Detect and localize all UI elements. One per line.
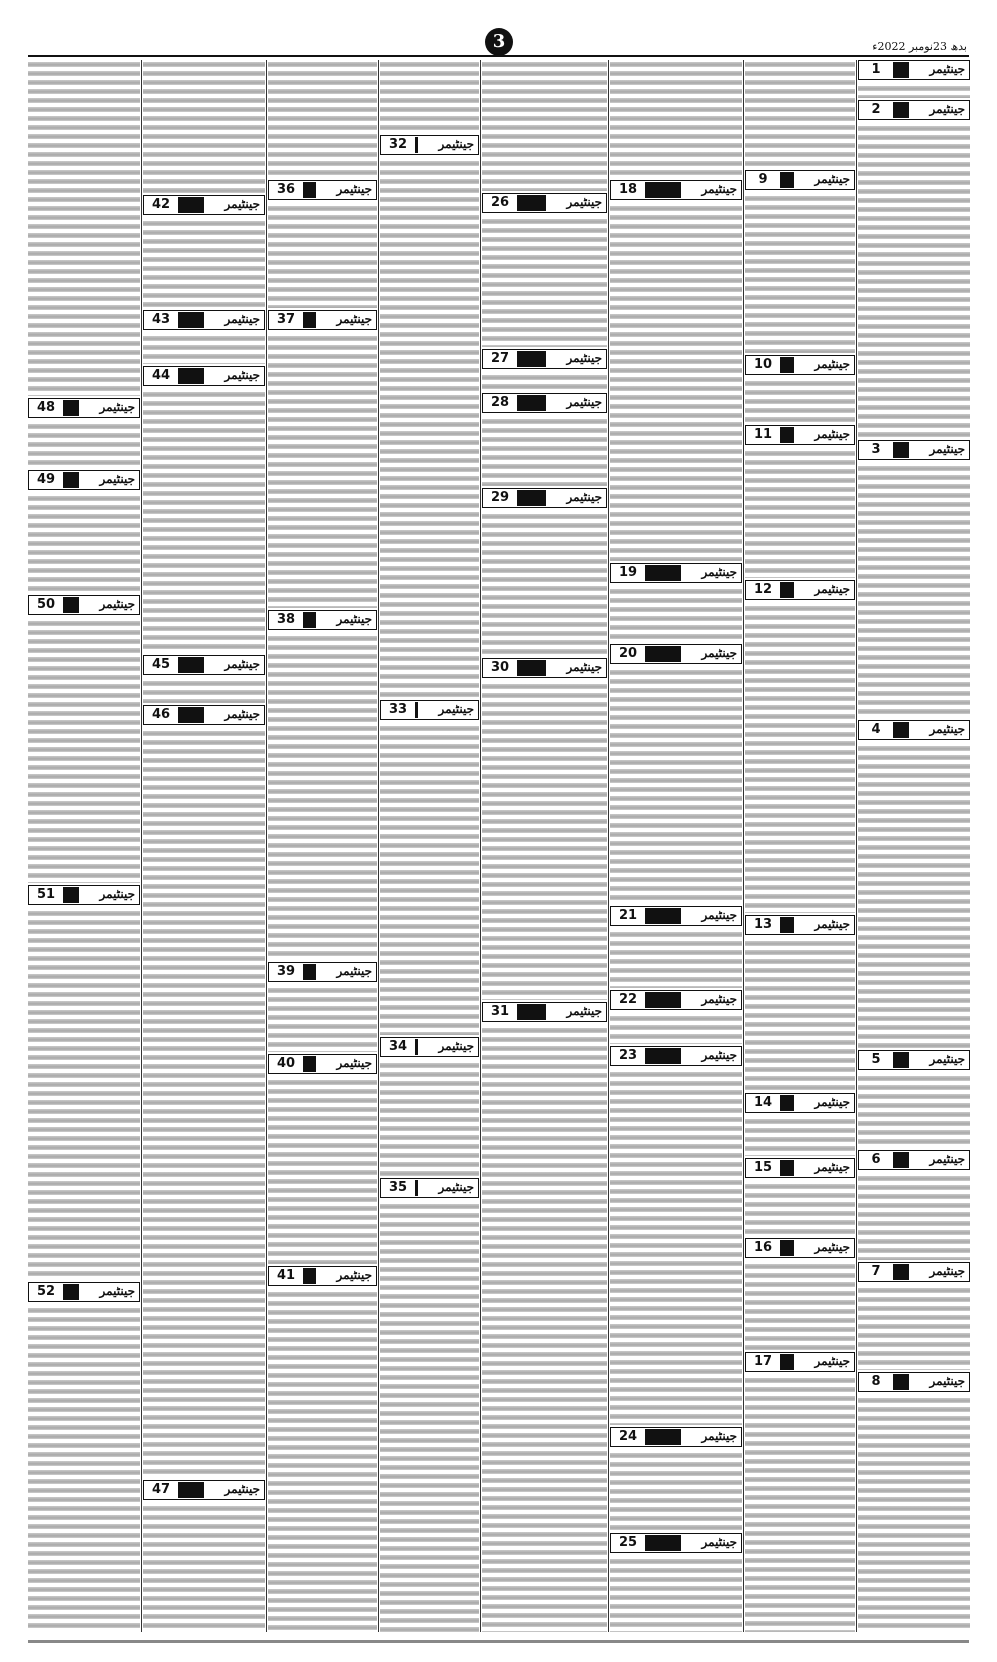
section-label: جینٹیمر: [814, 1354, 850, 1368]
heading-bar: [893, 102, 909, 118]
section-heading: [28, 885, 140, 905]
section-label: جینٹیمر: [814, 1095, 850, 1109]
section-number: 23: [611, 1047, 645, 1065]
section-heading: [745, 1352, 855, 1372]
section-label: جینٹیمر: [701, 908, 737, 922]
section-label: جینٹیمر: [814, 172, 850, 186]
heading-bar: [178, 197, 204, 213]
article-text: [610, 668, 742, 904]
section-label: جینٹیمر: [224, 312, 260, 326]
section-heading: [380, 700, 479, 720]
heading-bar: [63, 1284, 79, 1300]
article-text: [482, 373, 607, 391]
news-column: [28, 60, 140, 1634]
section-number: 37: [269, 311, 303, 329]
section-label: جینٹیمر: [438, 137, 474, 151]
section-label: جینٹیمر: [814, 582, 850, 596]
section-heading: [268, 310, 377, 330]
heading-bar: [63, 400, 79, 416]
section-label: جینٹیمر: [929, 62, 965, 76]
section-number: 45: [144, 656, 178, 674]
section-number: 14: [746, 1094, 780, 1112]
article-text: [610, 1070, 742, 1425]
section-heading: [482, 488, 607, 508]
section-heading: [745, 915, 855, 935]
section-label: جینٹیمر: [336, 1056, 372, 1070]
section-number: 28: [483, 394, 517, 412]
article-text: [268, 986, 377, 1052]
section-heading: [28, 1282, 140, 1302]
section-label: جینٹیمر: [929, 1052, 965, 1066]
article-text: [858, 1074, 970, 1148]
article-text: [610, 204, 742, 561]
section-heading: [143, 195, 265, 215]
heading-bar: [303, 182, 316, 198]
section-label: جینٹیمر: [701, 182, 737, 196]
section-number: 7: [859, 1263, 893, 1281]
article-text: [268, 60, 377, 178]
news-column: [745, 60, 855, 1634]
column-divider: [743, 60, 744, 1632]
section-label: جینٹیمر: [438, 1180, 474, 1194]
section-heading: [858, 720, 970, 740]
article-text: [380, 724, 479, 1035]
article-text: [482, 682, 607, 1000]
article-text: [268, 334, 377, 608]
section-label: جینٹیمر: [814, 1240, 850, 1254]
article-text: [745, 1182, 855, 1236]
section-number: 44: [144, 367, 178, 385]
section-heading: [858, 1372, 970, 1392]
article-text: [28, 494, 140, 593]
section-number: 32: [381, 136, 415, 154]
article-text: [610, 930, 742, 988]
heading-bar: [63, 887, 79, 903]
heading-bar: [63, 597, 79, 613]
section-label: جینٹیمر: [701, 565, 737, 579]
section-number: 38: [269, 611, 303, 629]
section-label: جینٹیمر: [438, 702, 474, 716]
article-text: [28, 60, 140, 396]
article-text: [268, 634, 377, 960]
heading-bar: [63, 472, 79, 488]
column-divider: [266, 60, 267, 1632]
section-heading: [482, 193, 607, 213]
section-label: جینٹیمر: [929, 442, 965, 456]
section-label: جینٹیمر: [814, 917, 850, 931]
section-number: 16: [746, 1239, 780, 1257]
article-text: [745, 1262, 855, 1350]
article-text: [745, 194, 855, 353]
section-number: 24: [611, 1428, 645, 1446]
heading-bar: [780, 582, 794, 598]
section-label: جینٹیمر: [929, 722, 965, 736]
section-number: 3: [859, 441, 893, 459]
section-label: جینٹیمر: [814, 427, 850, 441]
section-label: جینٹیمر: [929, 1374, 965, 1388]
heading-bar: [893, 1152, 909, 1168]
section-number: 13: [746, 916, 780, 934]
heading-bar: [415, 702, 418, 718]
section-label: جینٹیمر: [99, 597, 135, 611]
section-number: 1: [859, 61, 893, 79]
heading-bar: [415, 1039, 418, 1055]
section-number: 40: [269, 1055, 303, 1073]
article-text: [143, 390, 265, 653]
article-text: [268, 1290, 377, 1632]
news-column: [380, 60, 479, 1634]
section-heading: [380, 135, 479, 155]
article-text: [143, 1504, 265, 1632]
section-label: جینٹیمر: [929, 1264, 965, 1278]
heading-bar: [517, 1004, 546, 1020]
heading-bar: [780, 917, 794, 933]
heading-bar: [303, 1056, 316, 1072]
article-text: [482, 417, 607, 486]
section-heading: [858, 1050, 970, 1070]
heading-bar: [517, 490, 546, 506]
article-text: [858, 84, 970, 98]
section-number: 9: [746, 171, 780, 189]
section-number: 52: [29, 1283, 63, 1301]
section-heading: [745, 580, 855, 600]
article-text: [858, 124, 970, 438]
section-label: جینٹیمر: [701, 646, 737, 660]
section-heading: [610, 1533, 742, 1553]
section-heading: [610, 563, 742, 583]
section-heading: [610, 180, 742, 200]
section-label: جینٹیمر: [99, 472, 135, 486]
section-heading: [745, 1238, 855, 1258]
heading-bar: [517, 351, 546, 367]
article-text: [28, 422, 140, 468]
section-label: جینٹیمر: [336, 964, 372, 978]
section-heading: [268, 180, 377, 200]
section-label: جینٹیمر: [701, 992, 737, 1006]
heading-bar: [178, 657, 204, 673]
section-number: 31: [483, 1003, 517, 1021]
section-number: 10: [746, 356, 780, 374]
section-number: 35: [381, 1179, 415, 1197]
section-heading: [143, 1480, 265, 1500]
section-label: جینٹیمر: [929, 1152, 965, 1166]
column-divider: [378, 60, 379, 1632]
section-heading: [858, 440, 970, 460]
section-label: جینٹیمر: [99, 887, 135, 901]
article-text: [745, 1117, 855, 1156]
section-heading: [268, 962, 377, 982]
section-label: جینٹیمر: [336, 182, 372, 196]
section-heading: [745, 1158, 855, 1178]
section-number: 51: [29, 886, 63, 904]
section-heading: [858, 1150, 970, 1170]
section-label: جینٹیمر: [566, 490, 602, 504]
heading-bar: [780, 172, 794, 188]
heading-bar: [303, 612, 316, 628]
heading-bar: [893, 442, 909, 458]
article-text: [610, 1451, 742, 1531]
article-text: [143, 219, 265, 308]
article-text: [858, 1174, 970, 1260]
section-heading: [482, 658, 607, 678]
section-heading: [858, 60, 970, 80]
section-heading: [745, 170, 855, 190]
article-text: [745, 939, 855, 1091]
section-label: جینٹیمر: [224, 197, 260, 211]
section-label: جینٹیمر: [701, 1429, 737, 1443]
article-text: [143, 334, 265, 364]
section-heading: [610, 1046, 742, 1066]
heading-bar: [645, 908, 681, 924]
heading-bar: [893, 1264, 909, 1280]
section-number: 27: [483, 350, 517, 368]
section-number: 22: [611, 991, 645, 1009]
section-number: 6: [859, 1151, 893, 1169]
column-divider: [480, 60, 481, 1632]
heading-bar: [780, 1095, 794, 1111]
section-heading: [268, 1054, 377, 1074]
article-text: [610, 1014, 742, 1044]
section-number: 46: [144, 706, 178, 724]
heading-bar: [645, 646, 681, 662]
section-number: 33: [381, 701, 415, 719]
section-label: جینٹیمر: [438, 1039, 474, 1053]
article-text: [745, 379, 855, 423]
article-text: [610, 60, 742, 178]
section-number: 15: [746, 1159, 780, 1177]
section-number: 48: [29, 399, 63, 417]
section-label: جینٹیمر: [566, 195, 602, 209]
section-heading: [268, 610, 377, 630]
article-text: [268, 204, 377, 308]
article-text: [380, 60, 479, 133]
section-heading: [610, 990, 742, 1010]
news-column: [482, 60, 607, 1634]
section-label: جینٹیمر: [814, 357, 850, 371]
section-label: جینٹیمر: [224, 707, 260, 721]
article-text: [610, 1557, 742, 1632]
article-text: [268, 1078, 377, 1264]
section-label: جینٹیمر: [336, 612, 372, 626]
section-heading: [482, 1002, 607, 1022]
section-label: جینٹیمر: [929, 102, 965, 116]
section-number: 41: [269, 1267, 303, 1285]
section-number: 5: [859, 1051, 893, 1069]
section-heading: [482, 393, 607, 413]
section-number: 43: [144, 311, 178, 329]
article-text: [745, 60, 855, 168]
heading-bar: [893, 1374, 909, 1390]
section-label: جینٹیمر: [814, 1160, 850, 1174]
section-label: جینٹیمر: [701, 1535, 737, 1549]
article-text: [745, 604, 855, 913]
section-number: 49: [29, 471, 63, 489]
section-heading: [610, 1427, 742, 1447]
section-heading: [610, 644, 742, 664]
section-label: جینٹیمر: [566, 1004, 602, 1018]
section-number: 36: [269, 181, 303, 199]
article-text: [482, 60, 607, 191]
article-text: [380, 1202, 479, 1632]
section-label: جینٹیمر: [336, 312, 372, 326]
section-number: 21: [611, 907, 645, 925]
section-heading: [482, 349, 607, 369]
section-heading: [858, 100, 970, 120]
section-heading: [745, 425, 855, 445]
heading-bar: [645, 565, 681, 581]
article-text: [143, 729, 265, 1478]
article-text: [858, 744, 970, 1048]
footer-rule: [28, 1640, 969, 1643]
heading-bar: [893, 62, 909, 78]
section-heading: [380, 1178, 479, 1198]
section-label: جینٹیمر: [224, 657, 260, 671]
heading-bar: [178, 312, 204, 328]
section-label: جینٹیمر: [99, 400, 135, 414]
page-number: 3: [485, 28, 513, 56]
section-heading: [610, 906, 742, 926]
heading-bar: [780, 1240, 794, 1256]
heading-bar: [645, 1429, 681, 1445]
section-heading: [143, 310, 265, 330]
news-column: [610, 60, 742, 1634]
section-heading: [858, 1262, 970, 1282]
section-number: 39: [269, 963, 303, 981]
section-heading: [143, 655, 265, 675]
article-text: [482, 217, 607, 347]
section-number: 34: [381, 1038, 415, 1056]
section-heading: [143, 366, 265, 386]
article-text: [745, 1376, 855, 1632]
section-label: جینٹیمر: [224, 1482, 260, 1496]
section-number: 17: [746, 1353, 780, 1371]
article-text: [28, 1306, 140, 1632]
heading-bar: [303, 1268, 316, 1284]
article-text: [380, 159, 479, 698]
section-heading: [28, 595, 140, 615]
section-number: 8: [859, 1373, 893, 1391]
news-column: [268, 60, 377, 1634]
section-number: 26: [483, 194, 517, 212]
heading-bar: [517, 660, 546, 676]
news-column: [143, 60, 265, 1634]
section-label: جینٹیمر: [566, 660, 602, 674]
heading-bar: [893, 722, 909, 738]
heading-bar: [303, 964, 316, 980]
column-divider: [141, 60, 142, 1632]
heading-bar: [780, 1160, 794, 1176]
article-text: [28, 909, 140, 1280]
heading-bar: [178, 368, 204, 384]
section-heading: [28, 470, 140, 490]
section-number: 30: [483, 659, 517, 677]
heading-bar: [780, 1354, 794, 1370]
section-label: جینٹیمر: [224, 368, 260, 382]
section-number: 19: [611, 564, 645, 582]
heading-bar: [178, 707, 204, 723]
section-number: 4: [859, 721, 893, 739]
section-number: 29: [483, 489, 517, 507]
article-text: [858, 1396, 970, 1632]
article-text: [143, 60, 265, 193]
heading-bar: [645, 1535, 681, 1551]
heading-bar: [645, 1048, 681, 1064]
heading-bar: [645, 182, 681, 198]
heading-bar: [415, 137, 418, 153]
section-heading: [380, 1037, 479, 1057]
heading-bar: [178, 1482, 204, 1498]
section-label: جینٹیمر: [336, 1268, 372, 1282]
section-number: 47: [144, 1481, 178, 1499]
section-number: 42: [144, 196, 178, 214]
section-heading: [28, 398, 140, 418]
article-text: [143, 679, 265, 703]
heading-bar: [517, 395, 546, 411]
heading-bar: [303, 312, 316, 328]
section-label: جینٹیمر: [566, 351, 602, 365]
section-heading: [143, 705, 265, 725]
article-text: [745, 449, 855, 578]
heading-bar: [893, 1052, 909, 1068]
section-label: جینٹیمر: [99, 1284, 135, 1298]
news-column: [858, 60, 970, 1634]
article-text: [28, 619, 140, 883]
heading-bar: [780, 427, 794, 443]
section-number: 25: [611, 1534, 645, 1552]
article-text: [482, 1026, 607, 1632]
article-text: [858, 464, 970, 718]
section-number: 2: [859, 101, 893, 119]
section-number: 18: [611, 181, 645, 199]
section-number: 50: [29, 596, 63, 614]
section-heading: [745, 1093, 855, 1113]
article-text: [610, 587, 742, 642]
article-text: [482, 512, 607, 656]
section-label: جینٹیمر: [566, 395, 602, 409]
header-rule: [28, 55, 969, 57]
column-divider: [608, 60, 609, 1632]
section-number: 11: [746, 426, 780, 444]
issue-date: بدھ 23نومبر 2022ء: [872, 40, 967, 53]
section-number: 20: [611, 645, 645, 663]
column-divider: [856, 60, 857, 1632]
heading-bar: [645, 992, 681, 1008]
article-text: [380, 1061, 479, 1176]
section-heading: [268, 1266, 377, 1286]
section-heading: [745, 355, 855, 375]
article-text: [858, 1286, 970, 1370]
heading-bar: [780, 357, 794, 373]
section-number: 12: [746, 581, 780, 599]
heading-bar: [517, 195, 546, 211]
section-label: جینٹیمر: [701, 1048, 737, 1062]
heading-bar: [415, 1180, 418, 1196]
